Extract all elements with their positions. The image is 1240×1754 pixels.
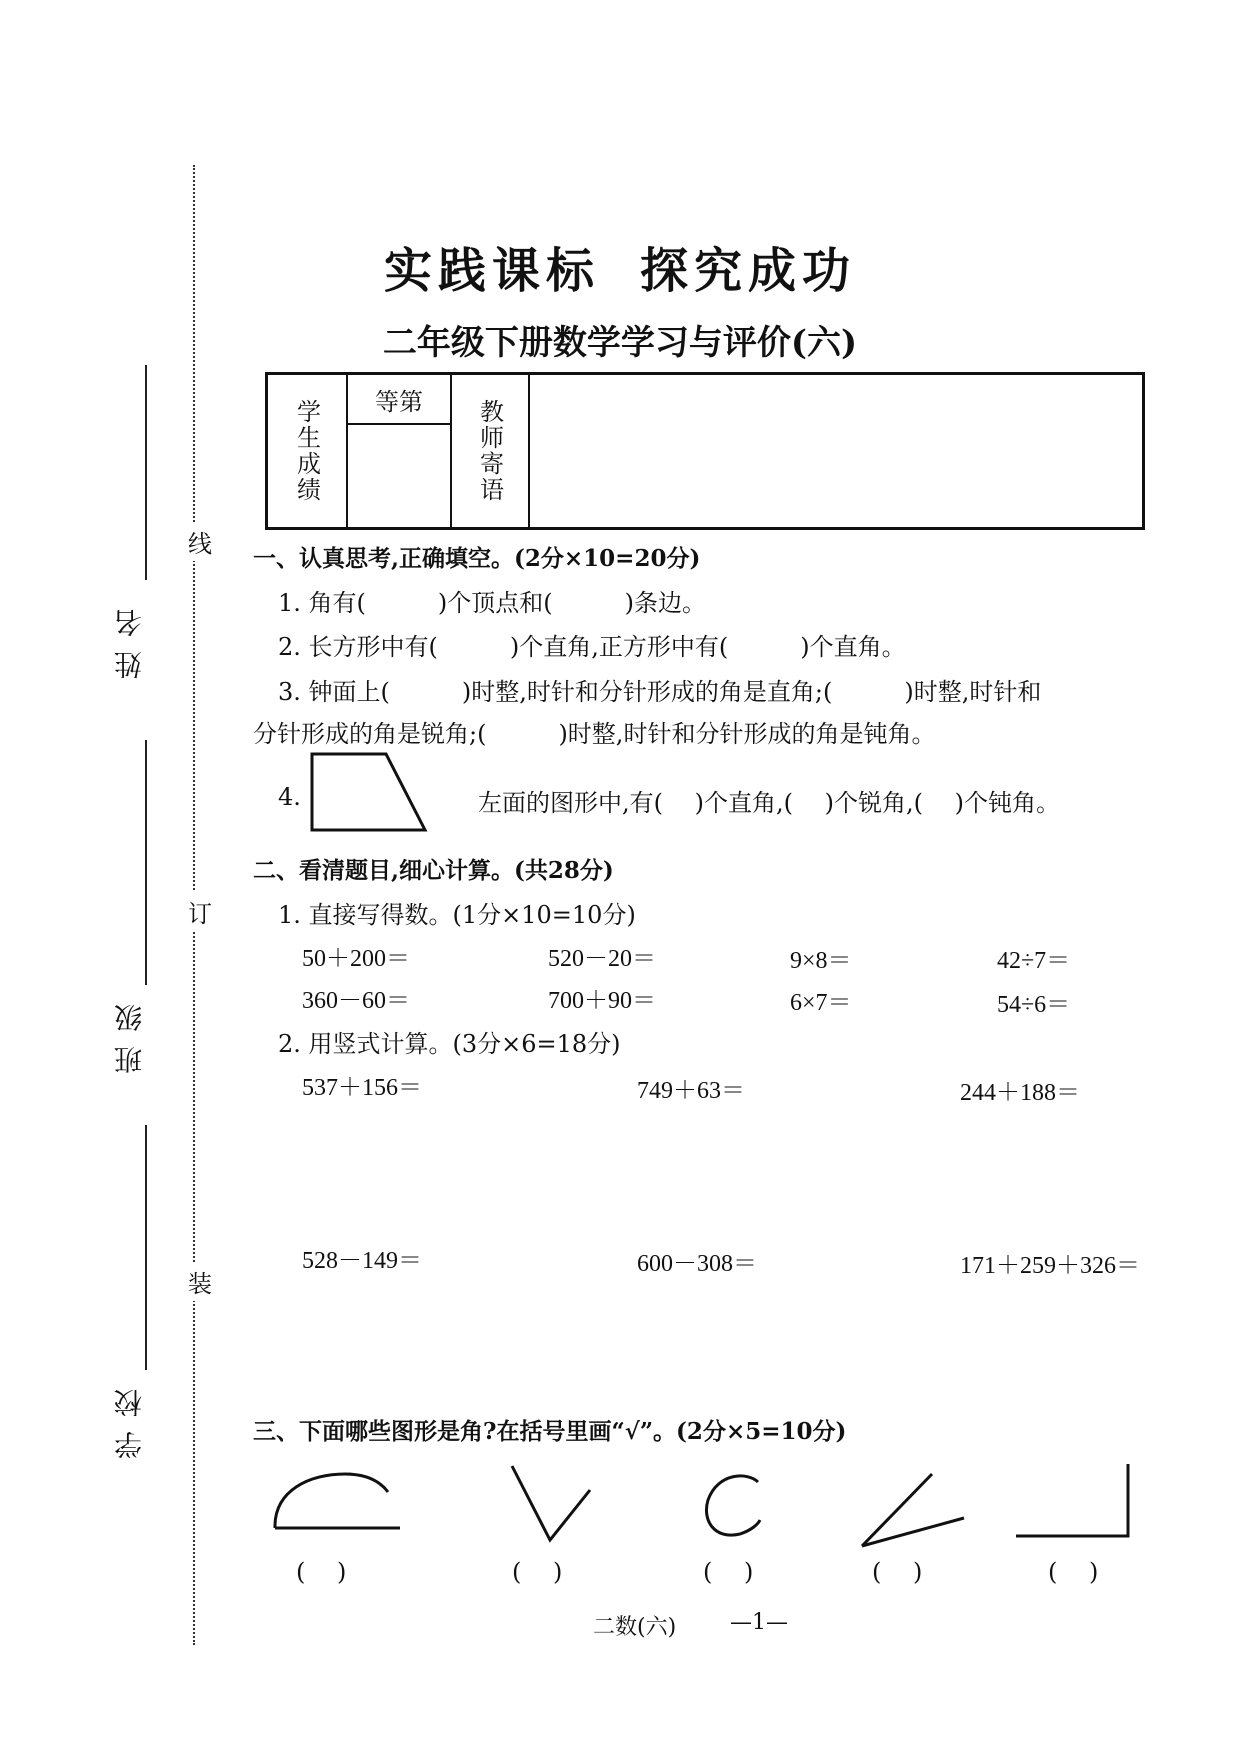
class-underline (145, 740, 147, 985)
footer-label: 二数(六) (593, 1615, 677, 1640)
subtitle: 二年级下册数学学习与评价(六) (382, 323, 858, 363)
section2-part2-heading: 2. 用竖式计算。(3分×6=18分) (278, 1030, 621, 1058)
figure-v-angle (508, 1462, 598, 1547)
main-title (0, 232, 1240, 301)
grade-header-cell (347, 374, 451, 425)
school-label: 学校 (113, 1375, 146, 1459)
question-1-1: 1. 角有( )个顶点和( )条边。 (278, 589, 706, 617)
vertical-calc: 749＋63＝ (637, 1078, 745, 1104)
oral-calc: 42÷7＝ (997, 948, 1071, 974)
answer-blank[interactable]: ( ) (296, 1558, 347, 1586)
section3-heading: 三、下面哪些图形是角?在括号里画“√”。(2分×5=10分) (253, 1418, 847, 1445)
school-underline (145, 1125, 147, 1370)
binding-bind-char: 装 (188, 1262, 212, 1301)
grade-label: 等第 (375, 387, 423, 416)
student-score-label: 学生成绩 (292, 399, 321, 503)
question-1-3-line1: 3. 钟面上( )时整,时针和分针形成的角是直角;( )时整,时针和 (278, 678, 1042, 706)
oral-calc: 700＋90＝ (548, 988, 656, 1014)
title-left: 实践课标 (383, 243, 600, 299)
oral-calc: 520－20＝ (548, 946, 656, 972)
title-right: 探究成功 (640, 243, 857, 299)
figure-c-curve (700, 1472, 770, 1542)
name-label: 姓名 (113, 595, 146, 679)
figure-right-angle (1012, 1460, 1132, 1540)
binding-line-char: 线 (188, 522, 212, 561)
answer-blank[interactable]: ( ) (1048, 1558, 1099, 1586)
vertical-calc: 537＋156＝ (302, 1075, 422, 1101)
answer-blank[interactable]: ( ) (703, 1558, 754, 1586)
class-label: 班级 (113, 990, 146, 1074)
section2-part1-heading: 1. 直接写得数。(1分×10=10分) (278, 901, 636, 929)
name-underline (145, 365, 147, 580)
oral-calc: 9×8＝ (790, 948, 852, 974)
question-1-2: 2. 长方形中有( )个直角,正方形中有( )个直角。 (278, 633, 906, 661)
page-number: —1— (730, 1610, 788, 1635)
question-1-4-number: 4. (278, 783, 301, 811)
figure-acute-angle (858, 1470, 968, 1550)
question-1-4-text: 左面的图形中,有( )个直角,( )个锐角,( )个钝角。 (478, 789, 1060, 817)
section1-heading: 一、认真思考,正确填空。(2分×10=20分) (253, 545, 701, 572)
teacher-comment-cell (451, 374, 529, 529)
oral-calc: 6×7＝ (790, 990, 852, 1016)
answer-blank[interactable]: ( ) (512, 1558, 563, 1586)
oral-calc: 54÷6＝ (997, 992, 1071, 1018)
answer-blank[interactable]: ( ) (872, 1558, 923, 1586)
section2-heading: 二、看清题目,细心计算。(共28分) (253, 857, 614, 884)
oral-calc: 360－60＝ (302, 988, 410, 1014)
teacher-comment-field[interactable] (529, 374, 1144, 529)
vertical-calc: 528－149＝ (302, 1248, 422, 1274)
trapezoid-figure (308, 750, 428, 835)
vertical-calc: 600－308＝ (637, 1251, 757, 1277)
grade-field[interactable] (347, 424, 451, 529)
figure-arc-with-line (270, 1470, 405, 1535)
student-score-cell (267, 374, 348, 529)
vertical-calc: 244＋188＝ (960, 1080, 1080, 1106)
vertical-calc: 171＋259＋326＝ (960, 1253, 1140, 1279)
teacher-comment-label: 教师寄语 (475, 399, 504, 503)
oral-calc: 50＋200＝ (302, 946, 410, 972)
binding-order-char: 订 (188, 892, 212, 931)
question-1-3-line2: 分针形成的角是锐角;( )时整,时针和分针形成的角是钝角。 (253, 720, 936, 748)
score-table (265, 372, 1145, 530)
